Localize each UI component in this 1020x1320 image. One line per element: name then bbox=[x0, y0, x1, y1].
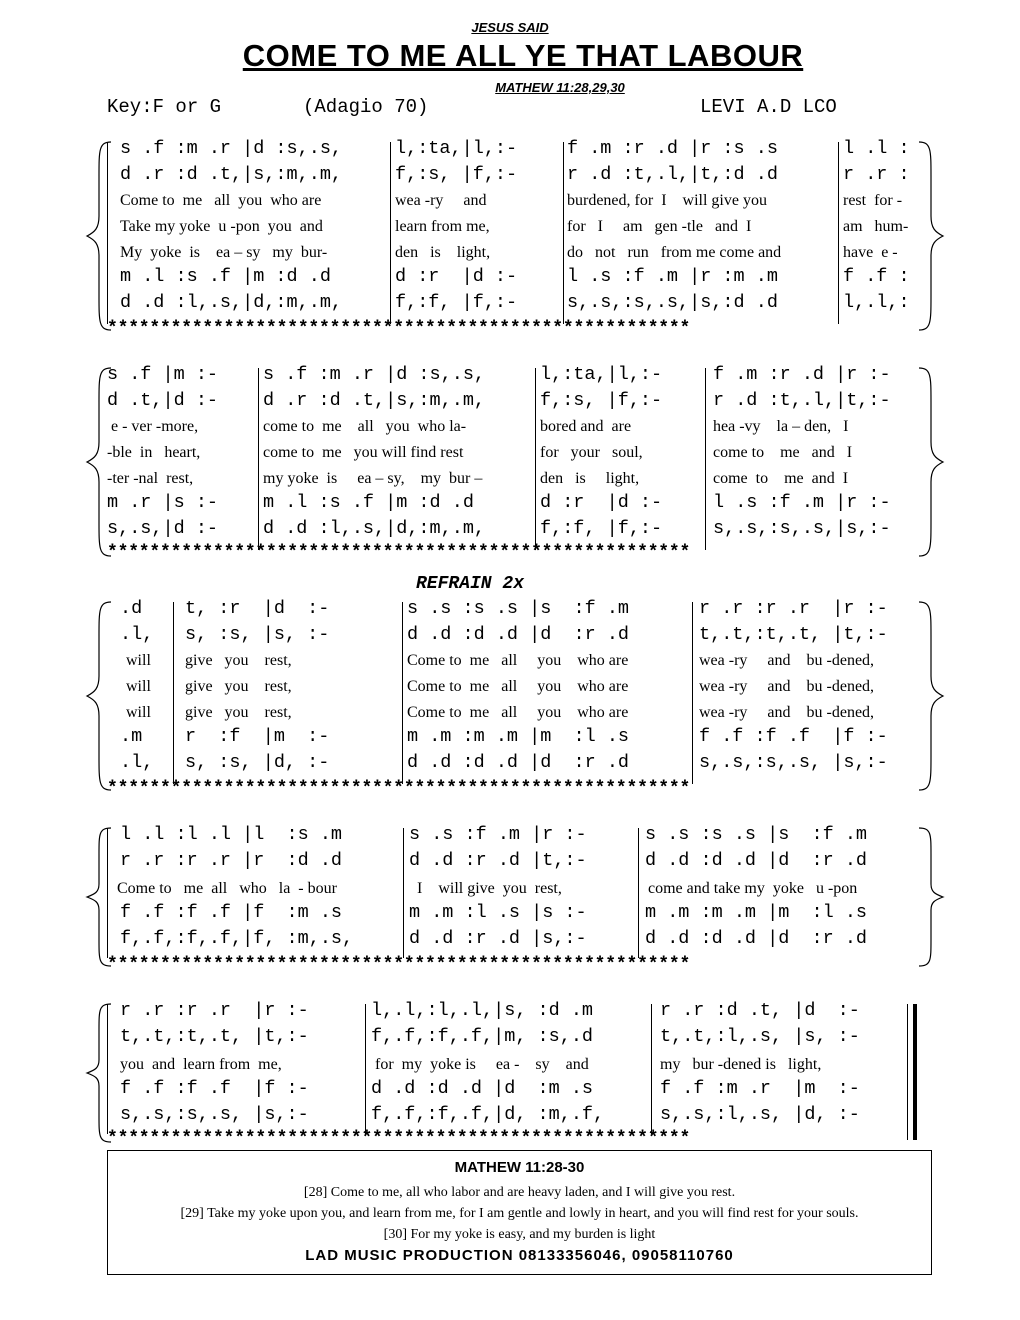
bass-line: d .d :d .d |d :r .d bbox=[645, 928, 868, 949]
key-signature: Key:F or G bbox=[107, 96, 222, 118]
right-brace-icon bbox=[915, 362, 955, 562]
scripture-box bbox=[107, 1150, 932, 1275]
lyric-line: for my yoke is ea - sy and bbox=[371, 1056, 589, 1073]
lyric-verse-2: come to me and I bbox=[713, 444, 853, 461]
lyric-line: I will give you rest, bbox=[409, 880, 562, 897]
soprano-line: s .s :f .m |r :- bbox=[409, 824, 587, 845]
music-system-4 bbox=[85, 822, 945, 975]
lyric-verse-2: Come to me all you who are bbox=[407, 678, 629, 695]
bass-line: f,:f, |f,:- bbox=[395, 292, 518, 313]
tenor-line: r :f |m :- bbox=[185, 726, 330, 747]
bass-line: s,.s,|d :- bbox=[107, 518, 219, 539]
bass-line: d .d :l,.s,|d,:m,.m, bbox=[120, 292, 343, 313]
lyric-verse-3: den is light, bbox=[540, 470, 640, 487]
lyric-verse-2: wea -ry and bu -dened, bbox=[699, 678, 875, 695]
alto-line: f,.f,:f,.f,|m, :s,.d bbox=[371, 1026, 594, 1047]
lyric-verse-1: come to me all you who la- bbox=[263, 418, 467, 435]
bass-line: f,.f,:f,.f,|f, :m,.s, bbox=[120, 928, 354, 949]
music-system-1 bbox=[85, 136, 945, 339]
barline bbox=[692, 602, 693, 784]
soprano-line: l,.l,:l,.l,|s, :d .m bbox=[371, 1000, 594, 1021]
soprano-line: l,:ta,|l,:- bbox=[540, 364, 663, 385]
refrain-label: REFRAIN 2x bbox=[415, 574, 525, 594]
alto-line: t,.t,:t,.t, |t,:- bbox=[699, 624, 888, 645]
soprano-line: s .s :s .s |s :f .m bbox=[645, 824, 868, 845]
bass-line: s,.s,:s,.s, |s,:- bbox=[699, 752, 888, 773]
lyric-verse-3: My yoke is ea – sy my bur- bbox=[120, 244, 328, 261]
tenor-line: d :r |d :- bbox=[395, 266, 518, 287]
kicker-heading: JESUS SAID bbox=[471, 20, 549, 35]
lyric-verse-1: Come to me all you who are bbox=[407, 652, 629, 669]
barline bbox=[402, 602, 403, 784]
barline bbox=[705, 368, 706, 550]
separator-stars: ******************************************************* bbox=[107, 319, 691, 339]
soprano-line: s .f |m :- bbox=[107, 364, 219, 385]
soprano-line: f .m :r .d |r :- bbox=[713, 364, 891, 385]
lyric-verse-1: will bbox=[126, 652, 151, 669]
barline bbox=[403, 828, 404, 958]
bass-line: .l, bbox=[120, 752, 154, 773]
barline bbox=[651, 1004, 652, 1134]
tenor-line: m .l :s .f |m :d .d bbox=[120, 266, 331, 287]
lyric-line: come and take my yoke u -pon bbox=[648, 880, 858, 897]
lyric-verse-3: do not run from me come and bbox=[567, 244, 782, 261]
lyric-verse-2: learn from me, bbox=[395, 218, 490, 235]
lyric-verse-1: give you rest, bbox=[185, 652, 292, 669]
alto-line: r .r : bbox=[843, 164, 910, 185]
lyric-verse-3: my yoke is ea – sy, my bur – bbox=[263, 470, 483, 487]
lyric-verse-2: am hum- bbox=[843, 218, 909, 235]
alto-line: t,.t,:t,.t, |t,:- bbox=[120, 1026, 309, 1047]
alto-line: s, :s, |s, :- bbox=[185, 624, 330, 645]
bass-line: s,.s,:s,.s, |s,:- bbox=[120, 1104, 309, 1125]
lyric-verse-3: wea -ry and bu -dened, bbox=[699, 704, 875, 721]
barline bbox=[107, 1004, 108, 1134]
lyric-verse-1: e - ver -more, bbox=[107, 418, 199, 435]
left-brace-icon bbox=[85, 136, 125, 336]
scripture-reference: MATHEW 11:28,29,30 bbox=[495, 80, 625, 95]
tenor-line: m .m :m .m |m :l .s bbox=[407, 726, 630, 747]
scripture-verse-30: [30] For my yoke is easy, and my burden is light bbox=[383, 1227, 656, 1242]
lyric-verse-2: -ble in heart, bbox=[107, 444, 201, 461]
tenor-line: f .f : bbox=[843, 266, 910, 287]
lyric-verse-3: Come to me all you who are bbox=[407, 704, 629, 721]
bass-line: l,.l,: bbox=[843, 292, 910, 313]
alto-line: r .d :t,.l,|t,:d .d bbox=[567, 164, 778, 185]
tenor-line: f .f :f .f |f :- bbox=[120, 1078, 309, 1099]
lyric-verse-3: -ter -nal rest, bbox=[107, 470, 194, 487]
bass-line: f,:f, |f,:- bbox=[540, 518, 663, 539]
separator-stars: ******************************************************* bbox=[107, 955, 691, 975]
barline bbox=[390, 142, 391, 324]
lyric-verse-3: give you rest, bbox=[185, 704, 292, 721]
barline bbox=[535, 368, 536, 550]
right-brace-icon bbox=[915, 822, 955, 972]
barline bbox=[838, 142, 839, 324]
separator-stars: ******************************************************* bbox=[107, 1129, 691, 1149]
lyric-verse-3: have e - bbox=[843, 244, 898, 261]
lyric-verse-2: come to me you will find rest bbox=[263, 444, 464, 461]
tenor-line: d .d :d .d |d :m .s bbox=[371, 1078, 594, 1099]
lyric-verse-1: burdened, for I will give you bbox=[567, 192, 767, 209]
separator-stars: ******************************************************* bbox=[107, 543, 691, 563]
final-barline-thick bbox=[913, 1004, 917, 1140]
soprano-line: r .r :r .r |r :- bbox=[120, 1000, 309, 1021]
tenor-line: d :r |d :- bbox=[540, 492, 663, 513]
alto-line: r .d :t,.l,|t,:- bbox=[713, 390, 891, 411]
lyric-line: Come to me all who la - bour bbox=[117, 880, 337, 897]
final-barline-thin bbox=[907, 1004, 908, 1140]
music-system-3 bbox=[85, 596, 945, 799]
lyric-line: you and learn from me, bbox=[120, 1056, 282, 1073]
tenor-line: l .s :f .m |r :- bbox=[713, 492, 891, 513]
scripture-heading: MATHEW 11:28-30 bbox=[454, 1159, 585, 1176]
left-brace-icon bbox=[85, 998, 125, 1148]
tenor-line: m .m :m .m |m :l .s bbox=[645, 902, 868, 923]
soprano-line: l .l :l .l |l :s .m bbox=[120, 824, 343, 845]
barline bbox=[365, 1004, 366, 1134]
barline bbox=[107, 828, 108, 958]
tenor-line: m .l :s .f |m :d .d bbox=[263, 492, 474, 513]
barline bbox=[563, 142, 564, 324]
alto-line: t,.t,:l,.s, |s, :- bbox=[660, 1026, 860, 1047]
bass-line: f,.f,:f,.f,|d, :m,.f, bbox=[371, 1104, 605, 1125]
tenor-line: f .f :m .r |m :- bbox=[660, 1078, 860, 1099]
alto-line: d .d :d .d |d :r .d bbox=[407, 624, 630, 645]
music-system-5 bbox=[85, 998, 945, 1148]
scripture-verse-28: [28] Come to me, all who labor and are heavy laden, and I will give you rest. bbox=[303, 1185, 736, 1200]
lyric-verse-1: rest for - bbox=[843, 192, 903, 209]
tenor-line: m .m :l .s |s :- bbox=[409, 902, 587, 923]
lyric-verse-2: give you rest, bbox=[185, 678, 292, 695]
tenor-line: f .f :f .f |f :m .s bbox=[120, 902, 343, 923]
scripture-verse-29: [29] Take my yoke upon you, and learn from me, for I am gentle and lowly in heart, and you will find rest for your souls. bbox=[180, 1206, 859, 1221]
lyric-verse-2: will bbox=[126, 678, 151, 695]
soprano-line: s .f :m .r |d :s,.s, bbox=[120, 138, 343, 159]
bass-line: d .d :l,.s,|d,:m,.m, bbox=[263, 518, 486, 539]
tenor-line: l .s :f .m |r :m .m bbox=[567, 266, 778, 287]
lyric-verse-3: den is light, bbox=[395, 244, 491, 261]
separator-stars: ******************************************************* bbox=[107, 779, 691, 799]
alto-line: r .r :r .r |r :d .d bbox=[120, 850, 343, 871]
lyric-verse-1: hea -vy la – den, I bbox=[713, 418, 849, 435]
soprano-line: r .r :r .r |r :- bbox=[699, 598, 888, 619]
composer-name: LEVI A.D LCO bbox=[700, 96, 837, 118]
bass-line: d .d :r .d |s,:- bbox=[409, 928, 587, 949]
alto-line: d .r :d .t,|s,:m,.m, bbox=[120, 164, 343, 185]
left-brace-icon bbox=[85, 596, 125, 796]
tenor-line: m .r |s :- bbox=[107, 492, 219, 513]
alto-line: .l, bbox=[120, 624, 154, 645]
song-title: COME TO ME ALL YE THAT LABOUR bbox=[242, 38, 804, 73]
alto-line: f,:s, |f,:- bbox=[540, 390, 663, 411]
music-system-2 bbox=[85, 362, 945, 562]
soprano-line: t, :r |d :- bbox=[185, 598, 330, 619]
lyric-verse-2: Take my yoke u -pon you and bbox=[120, 218, 323, 235]
tenor-line: f .f :f .f |f :- bbox=[699, 726, 888, 747]
soprano-line: f .m :r .d |r :s .s bbox=[567, 138, 778, 159]
bass-line: s, :s, |d, :- bbox=[185, 752, 330, 773]
lyric-verse-3: come to me and I bbox=[713, 470, 849, 487]
barline bbox=[173, 602, 174, 784]
production-credit: LAD MUSIC PRODUCTION 08133356046, 09058110760 bbox=[305, 1247, 734, 1264]
bass-line: s,.s,:s,.s,|s,:d .d bbox=[567, 292, 778, 313]
lyric-verse-1: bored and are bbox=[540, 418, 632, 435]
soprano-line: .d bbox=[120, 598, 143, 619]
right-brace-icon bbox=[915, 136, 955, 336]
right-brace-icon bbox=[915, 596, 955, 796]
alto-line: d .r :d .t,|s,:m,.m, bbox=[263, 390, 486, 411]
bass-line: s,.s,:s,.s,|s,:- bbox=[713, 518, 891, 539]
lyric-verse-2: for your soul, bbox=[540, 444, 643, 461]
soprano-line: r .r :d .t, |d :- bbox=[660, 1000, 860, 1021]
barline bbox=[638, 828, 639, 958]
lyric-verse-3: will bbox=[126, 704, 151, 721]
alto-line: d .d :r .d |t,:- bbox=[409, 850, 587, 871]
bass-line: d .d :d .d |d :r .d bbox=[407, 752, 630, 773]
tempo-marking: (Adagio 70) bbox=[303, 96, 429, 118]
soprano-line: s .s :s .s |s :f .m bbox=[407, 598, 630, 619]
tenor-line: .m bbox=[120, 726, 143, 747]
soprano-line: l .l : bbox=[843, 138, 910, 159]
lyric-line: my bur -dened is light, bbox=[660, 1056, 822, 1073]
bass-line: s,.s,:l,.s, |d, :- bbox=[660, 1104, 860, 1125]
lyric-verse-1: Come to me all you who are bbox=[120, 192, 322, 209]
lyric-verse-2: for I am gen -tle and I bbox=[567, 218, 752, 235]
soprano-line: s .f :m .r |d :s,.s, bbox=[263, 364, 486, 385]
barline bbox=[107, 142, 108, 324]
lyric-verse-1: wea -ry and bbox=[395, 192, 487, 209]
alto-line: d .t,|d :- bbox=[107, 390, 219, 411]
soprano-line: l,:ta,|l,:- bbox=[395, 138, 518, 159]
lyric-verse-1: wea -ry and bu -dened, bbox=[699, 652, 875, 669]
barline bbox=[258, 368, 259, 550]
alto-line: d .d :d .d |d :r .d bbox=[645, 850, 868, 871]
alto-line: f,:s, |f,:- bbox=[395, 164, 518, 185]
